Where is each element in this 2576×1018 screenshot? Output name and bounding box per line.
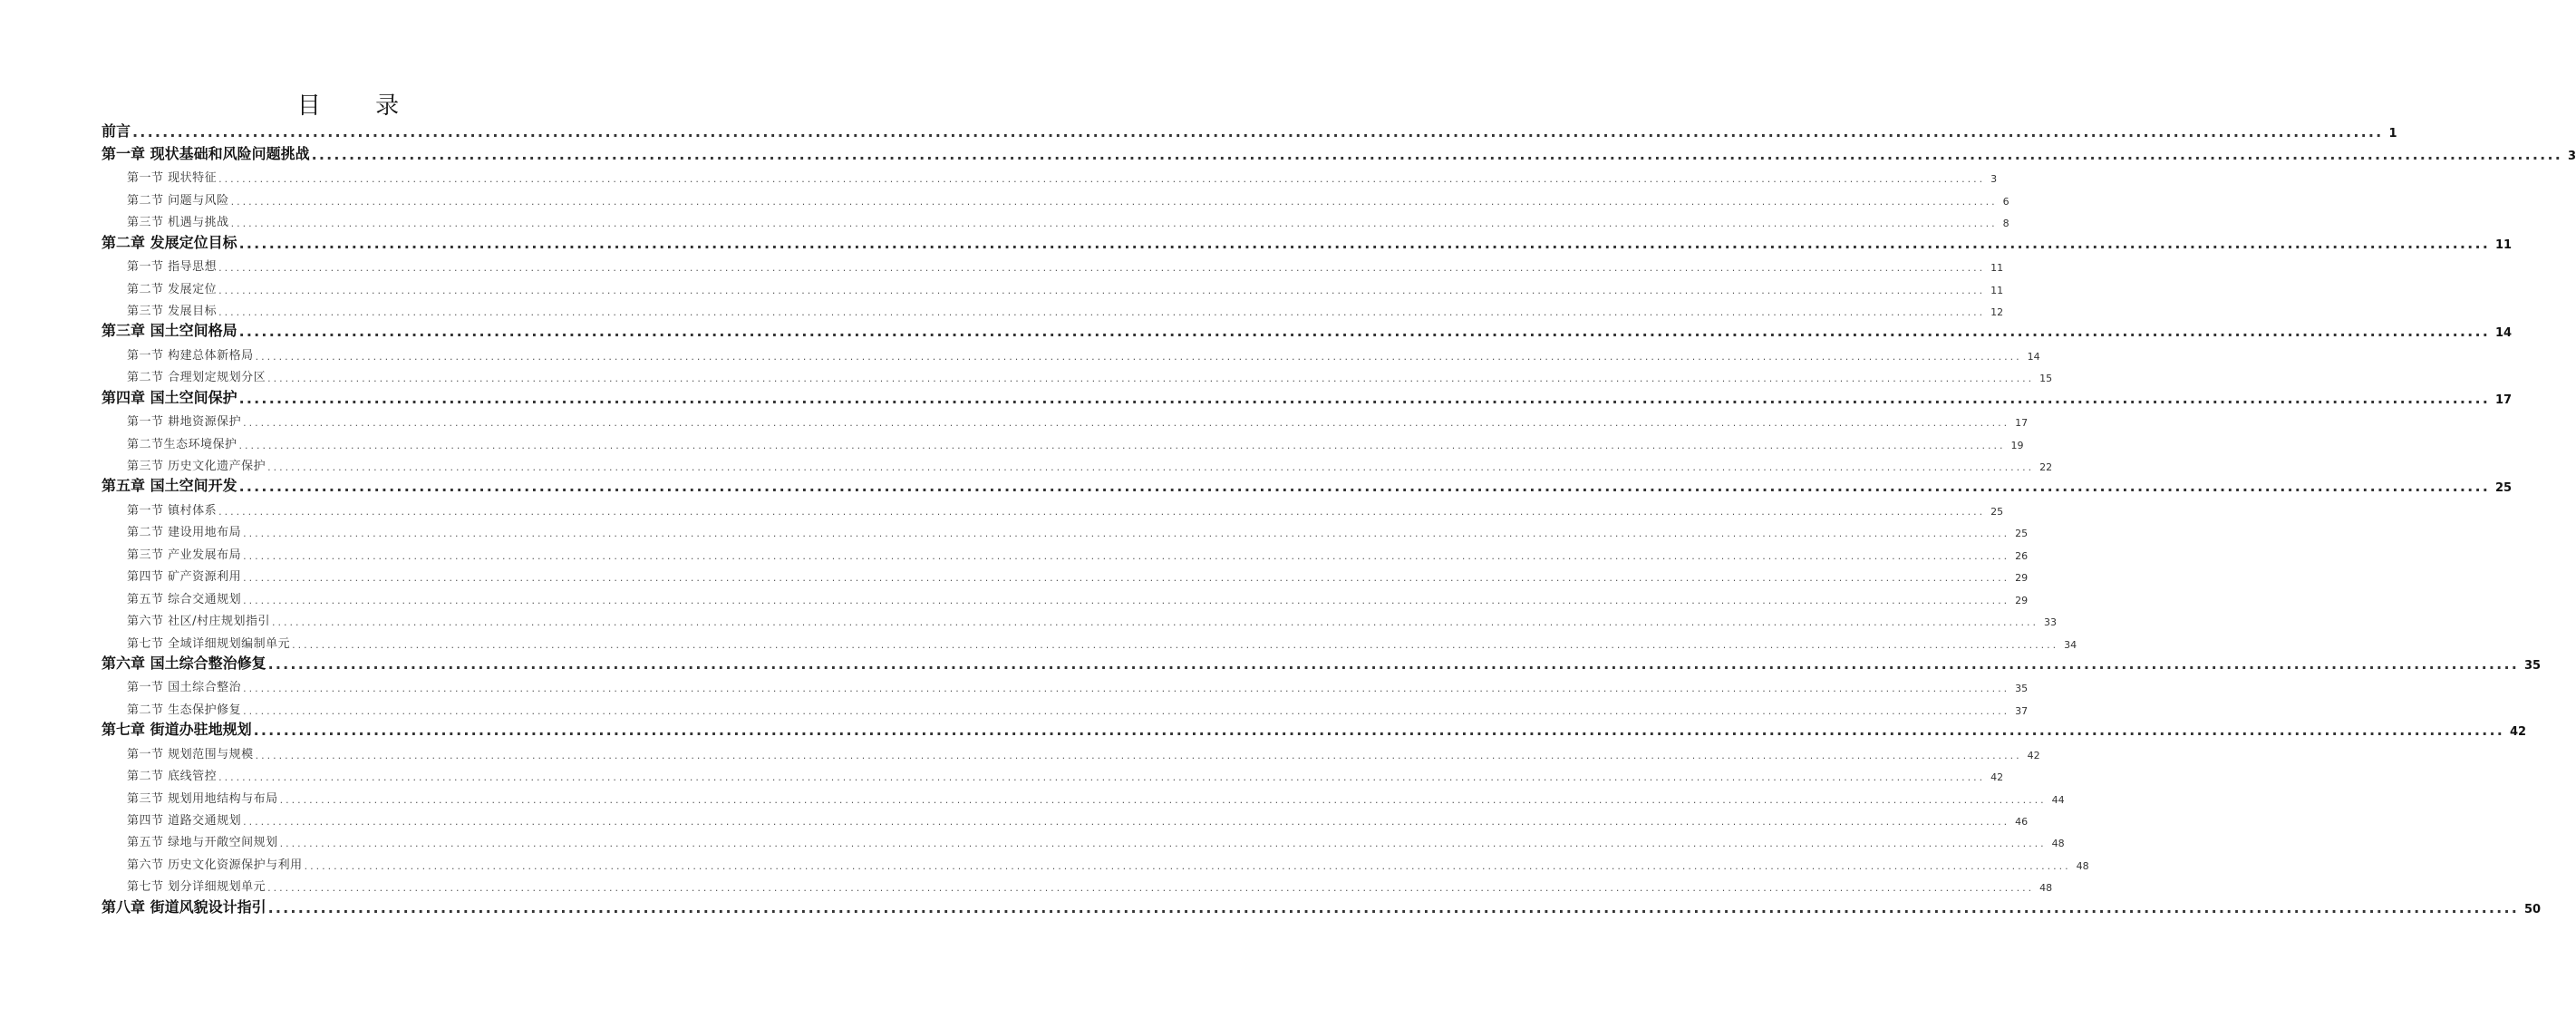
toc-section-entry[interactable] [102,185,2009,208]
toc-section-entry[interactable] [102,451,2053,473]
toc-entry-label: 前言 [102,122,131,141]
toc-entry-label: 第六节 历史文化资源保护与利用 [127,858,303,872]
toc-entry-page-number: 29 [2015,594,2029,606]
toc-entry-label: 第二节生态环境保护 [127,437,237,451]
toc-chapter-entry[interactable] [102,384,2513,407]
toc-entry-label: 第八章 街道风貌设计指引 [102,897,266,916]
toc-entry-label: 第六章 国土综合整治修复 [102,654,266,672]
toc-entry-label: 第二节 建设用地布局 [127,526,242,540]
toc-section-entry[interactable] [102,363,2053,385]
toc-entry-label: 第四节 道路交通规划 [127,814,242,828]
toc-entry-page-number: 44 [2051,793,2065,806]
toc-entry-page-number: 11 [1990,284,2004,296]
toc-entry-page-number: 48 [2076,859,2089,872]
toc-entry-page-number: 29 [2015,572,2029,585]
dot-leader: ............................................................................................................................................................................................................................................................................................................ [218,173,1986,186]
toc-section-entry[interactable] [102,694,2029,717]
dot-leader: ............................................................................................................................................................................................................................................................................................................ [132,123,2384,141]
toc-entry-label: 第四节 矿产资源利用 [127,570,242,585]
toc-entry-page-number: 50 [2524,902,2542,916]
toc-entry-page-number: 3 [2568,149,2576,163]
page-title: 目 录 [296,92,423,120]
toc-entry-label: 第三节 发展目标 [127,304,218,318]
dot-leader: ............................................................................................................................................................................................................................................................................................................ [255,749,2022,761]
toc-chapter-entry[interactable] [102,651,2542,673]
dot-leader: ............................................................................................................................................................................................................................................................................................................ [218,505,1986,518]
toc-entry-page-number: 42 [2510,725,2527,740]
toc-section-entry[interactable] [102,340,2040,363]
toc-entry-page-number: 33 [2044,616,2057,629]
dot-leader: ............................................................................................................................................................................................................................................................................................................ [267,898,2520,916]
toc-section-entry[interactable] [102,806,2029,828]
dot-leader: ............................................................................................................................................................................................................................................................................................................ [218,305,1986,318]
dot-leader: ............................................................................................................................................................................................................................................................................................................ [267,373,2035,385]
toc-section-entry[interactable] [102,584,2029,606]
dot-leader: ............................................................................................................................................................................................................................................................................................................ [218,262,1986,275]
toc-section-entry[interactable] [102,739,2040,761]
toc-entry-label: 第七节 全域详细规划编制单元 [127,636,291,651]
dot-leader: ............................................................................................................................................................................................................................................................................................................ [243,816,2010,828]
toc-chapter-entry[interactable] [102,229,2513,252]
dot-leader: ............................................................................................................................................................................................................................................................................................................ [255,350,2022,363]
toc-entry-page-number: 11 [2495,238,2513,252]
toc-entry-page-number: 42 [1990,771,2004,784]
toc-entry-page-number: 25 [1990,505,2004,518]
toc-entry-label: 第五节 综合交通规划 [127,592,242,606]
dot-leader: ............................................................................................................................................................................................................................................................................................................ [304,859,2071,872]
dot-leader: ............................................................................................................................................................................................................................................................................................................ [267,654,2520,673]
dot-leader: ............................................................................................................................................................................................................................................................................................................ [238,478,2491,496]
toc-entry-page-number: 17 [2015,417,2029,430]
toc-chapter-entry[interactable] [102,141,2576,163]
dot-leader: ............................................................................................................................................................................................................................................................................................................ [253,722,2505,740]
toc-entry-label: 第三节 产业发展布局 [127,548,242,562]
dot-leader: ............................................................................................................................................................................................................................................................................................................ [238,439,2006,451]
toc-section-entry[interactable] [102,296,2004,318]
toc-section-entry[interactable] [102,562,2029,585]
toc-entry-label: 第三章 国土空间格局 [102,322,237,340]
dot-leader: ............................................................................................................................................................................................................................................................................................................ [279,838,2047,850]
toc-section-entry[interactable] [102,783,2065,806]
dot-leader: ............................................................................................................................................................................................................................................................................................................ [238,389,2491,407]
dot-leader: ............................................................................................................................................................................................................................................................................................................ [238,234,2491,252]
toc-entry-page-number: 11 [1990,262,2004,275]
toc-entry-label: 第四章 国土空间保护 [102,388,237,406]
toc-section-entry[interactable] [102,628,2077,651]
toc-section-entry[interactable] [102,252,2004,275]
dot-leader: ............................................................................................................................................................................................................................................................................................................ [243,683,2010,695]
toc-entry-page-number: 1 [2388,127,2397,141]
dot-leader: ............................................................................................................................................................................................................................................................................................................ [267,882,2035,895]
toc-section-entry[interactable] [102,606,2057,629]
dot-leader: ............................................................................................................................................................................................................................................................................................................ [243,549,2010,562]
toc-entry-page-number: 46 [2015,816,2029,828]
toc-entry-page-number: 3 [1990,173,1998,186]
toc-entry-label: 第一节 镇村体系 [127,503,218,518]
toc-entry-label: 第一章 现状基础和风险问题挑战 [102,144,310,162]
dot-leader: ............................................................................................................................................................................................................................................................................................................ [279,793,2047,806]
toc-section-entry[interactable] [102,539,2029,562]
toc-entry-label: 第一节 规划范围与规模 [127,747,254,761]
dot-leader: ............................................................................................................................................................................................................................................................................................................ [243,704,2010,717]
toc-entry-label: 第七章 街道办驻地规划 [102,721,252,739]
toc-entry-page-number: 25 [2495,481,2513,496]
toc-entry-page-number: 48 [2051,838,2065,850]
toc-entry-page-number: 42 [2027,749,2040,761]
toc-section-entry[interactable] [102,849,2089,872]
toc-entry-label: 第一节 构建总体新格局 [127,348,254,363]
toc-entry-page-number: 8 [2002,218,2009,230]
dot-leader: ............................................................................................................................................................................................................................................................................................................ [218,284,1986,296]
table-of-contents [102,119,2576,916]
toc-entry-label: 第一节 耕地资源保护 [127,415,242,430]
toc-entry-label: 第二节 底线管控 [127,770,218,784]
toc-entry-page-number: 19 [2010,439,2024,451]
toc-entry-label: 第三节 机遇与挑战 [127,216,229,230]
toc-entry-page-number: 35 [2015,683,2029,695]
toc-chapter-entry[interactable] [102,894,2542,916]
toc-chapter-entry[interactable] [102,119,2397,141]
dot-leader: ............................................................................................................................................................................................................................................................................................................ [243,572,2010,585]
dot-leader: ............................................................................................................................................................................................................................................................................................................ [243,417,2010,430]
toc-section-entry[interactable] [102,163,1998,186]
toc-entry-page-number: 14 [2495,326,2513,341]
toc-entry-label: 第三节 历史文化遗产保护 [127,460,266,473]
toc-section-entry[interactable] [102,208,2009,230]
toc-section-entry[interactable] [102,518,2029,540]
toc-entry-label: 第一节 现状特征 [127,171,218,186]
toc-chapter-entry[interactable] [102,318,2513,341]
toc-chapter-entry[interactable] [102,473,2513,496]
toc-section-entry[interactable] [102,495,2004,518]
toc-entry-page-number: 6 [2002,195,2009,208]
dot-leader: ............................................................................................................................................................................................................................................................................................................ [218,771,1986,784]
toc-section-entry[interactable] [102,274,2004,296]
toc-entry-label: 第六节 社区/村庄规划指引 [127,615,271,629]
toc-entry-page-number: 26 [2015,549,2029,562]
dot-leader: ............................................................................................................................................................................................................................................................................................................ [243,528,2010,540]
toc-entry-page-number: 48 [2039,882,2053,895]
toc-entry-page-number: 34 [2064,638,2077,651]
toc-entry-page-number: 37 [2015,704,2029,717]
toc-section-entry[interactable] [102,429,2024,451]
toc-section-entry[interactable] [102,828,2065,850]
toc-entry-label: 第一节 国土综合整治 [127,681,242,695]
dot-leader: ............................................................................................................................................................................................................................................................................................................ [292,638,2059,651]
toc-entry-page-number: 17 [2495,393,2513,407]
toc-entry-page-number: 35 [2524,658,2542,673]
dot-leader: ............................................................................................................................................................................................................................................................................................................ [267,461,2035,473]
dot-leader: ............................................................................................................................................................................................................................................................................................................ [243,594,2010,606]
toc-entry-page-number: 15 [2039,373,2053,385]
toc-chapter-entry[interactable] [102,717,2527,740]
toc-entry-label: 第二节 问题与风险 [127,193,229,208]
toc-entry-page-number: 12 [1990,305,2004,318]
dot-leader: ............................................................................................................................................................................................................................................................................................................ [272,616,2039,629]
toc-entry-page-number: 22 [2039,461,2053,473]
toc-entry-page-number: 25 [2015,528,2029,540]
dot-leader: ............................................................................................................................................................................................................................................................................................................ [311,145,2563,163]
toc-entry-label: 第五章 国土空间开发 [102,477,237,495]
toc-entry-label: 第二节 合理划定规划分区 [127,371,266,385]
toc-entry-label: 第二章 发展定位目标 [102,233,237,251]
toc-entry-label: 第二节 发展定位 [127,282,218,296]
toc-entry-label: 第二节 生态保护修复 [127,703,242,717]
dot-leader: ............................................................................................................................................................................................................................................................................................................ [230,218,1998,230]
toc-entry-label: 第七节 划分详细规划单元 [127,880,266,895]
toc-entry-page-number: 14 [2027,350,2040,363]
dot-leader: ............................................................................................................................................................................................................................................................................................................ [230,195,1998,208]
toc-entry-label: 第三节 规划用地结构与布局 [127,791,278,806]
dot-leader: ............................................................................................................................................................................................................................................................................................................ [238,323,2491,341]
toc-section-entry[interactable] [102,761,2004,784]
toc-section-entry[interactable] [102,407,2029,430]
toc-entry-label: 第一节 指导思想 [127,260,218,275]
toc-entry-label: 第五节 绿地与开敞空间规划 [127,836,278,850]
toc-section-entry[interactable] [102,673,2029,695]
toc-section-entry[interactable] [102,872,2053,895]
